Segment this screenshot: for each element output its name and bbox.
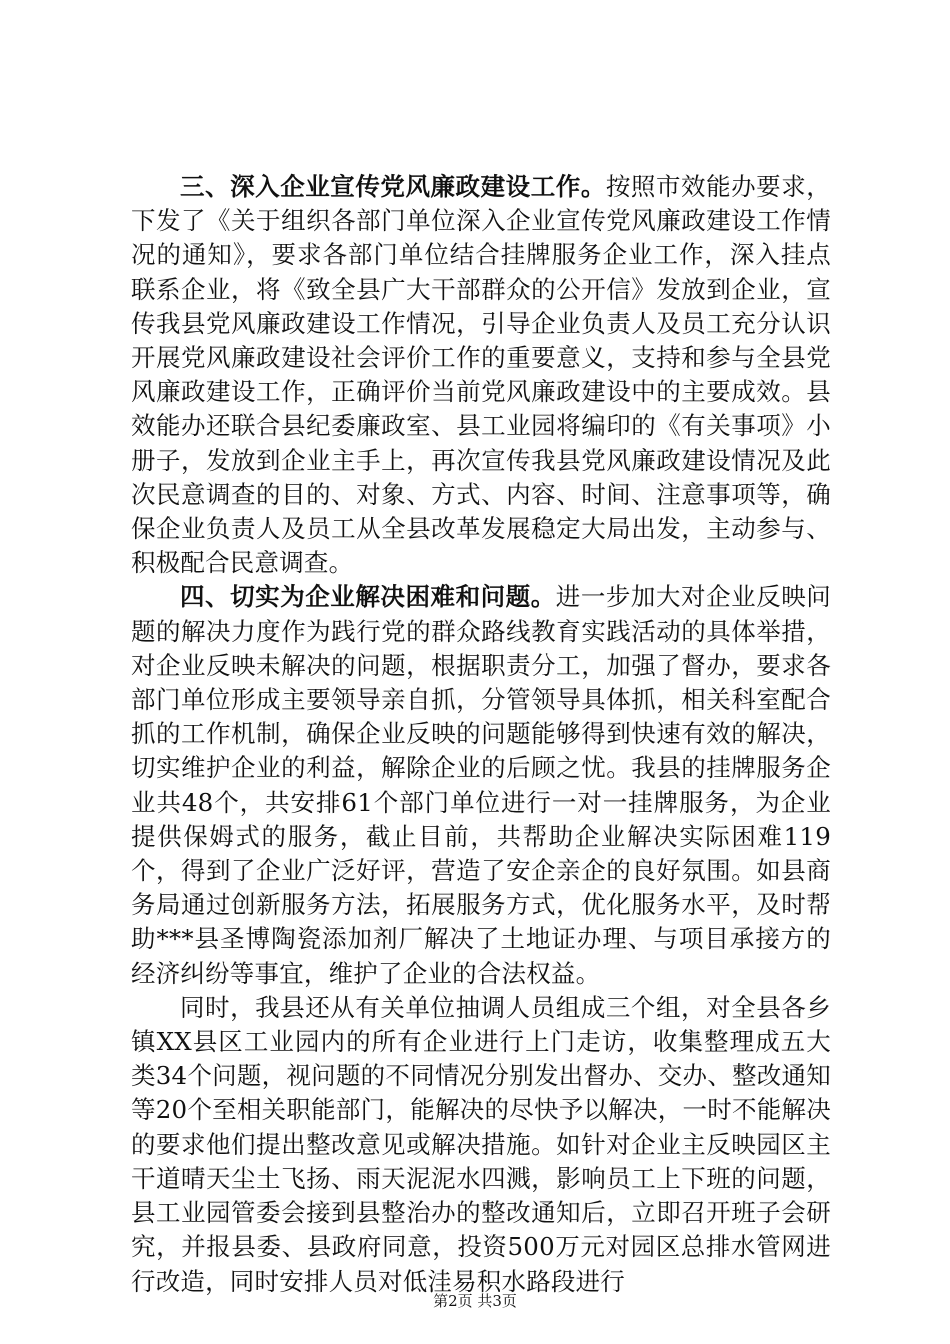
paragraph-section-three — [131, 170, 831, 580]
paragraph-section-four — [131, 580, 831, 990]
paragraph-text: 同时，我县还从有关单位抽调人员组成三个组，对全县各乡镇XX县区工业园内的所有企业进行上门走访，收集整理成五大类34个问题，视问题的不同情况分别发出督办、交办、整改通知等20个至相关职能部门，能解决的尽快予以解决，一时不能解决的要求他们提出整改意见或解决措施。如针对企业主反映园区主干道晴天尘土飞扬、雨天泥泥水四溅，影响员工上下班的问题，县工业园管委会接到县整治办的整改通知后，立即召开班子会研究，并报县委、县政府同意，投资500万元对园区总排水管网进行改造，同时安排人员对低洼易积水路段进行 — [131, 992, 831, 1296]
page-footer: 第2页 共3页 — [433, 1292, 517, 1310]
section-heading: 三、深入企业宣传党风廉政建设工作。 — [180, 172, 606, 201]
document-body — [131, 170, 831, 1299]
paragraph-text: 进一步加大对企业反映问题的解决力度作为践行党的群众路线教育实践活动的具体举措，对企业反映未解决的问题，根据职责分工，加强了督办，要求各部门单位形成主要领导亲自抓，分管领导具体抓，相关科室配合抓的工作机制，确保企业反映的问题能够得到快速有效的解决，切实维护企业的利益，解除企业的后顾之忧。我县的挂牌服务企业共48个，共安排61个部门单位进行一对一挂牌服务，为企业提供保姆式的服务，截止目前，共帮助企业解决实际困难119个，得到了企业广泛好评，营造了安企亲企的良好氛围。如县商务局通过创新服务方法，拓展服务方式，优化服务水平，及时帮助***县圣博陶瓷添加剂厂解决了土地证办理、与项目承接方的经济纠纷等事宜，维护了企业的合法权益。 — [131, 582, 831, 988]
section-heading: 四、切实为企业解决困难和问题。 — [180, 582, 556, 612]
paragraph-continuation — [131, 991, 831, 1299]
paragraph-text: 按照市效能办要求，下发了《关于组织各部门单位深入企业宣传党风廉政建设工作情况的通知》，要求各部门单位结合挂牌服务企业工作，深入挂点联系企业，将《致全县广大干部群众的公开信》发放到企业，宣传我县党风廉政建设工作情况，引导企业负责人及员工充分认识开展党风廉政建设社会评价工作的重要意义，支持和参与全县党风廉政建设工作，正确评价当前党风廉政建设中的主要成效。县效能办还联合县纪委廉政室、县工业园将编印的《有关事项》小册子，发放到企业主手上，再次宣传我县党风廉政建设情况及此次民意调查的目的、对象、方式、内容、时间、注意事项等，确保企业负责人及员工从全县改革发展稳定大局出发，主动参与、积极配合民意调查。 — [131, 172, 831, 578]
